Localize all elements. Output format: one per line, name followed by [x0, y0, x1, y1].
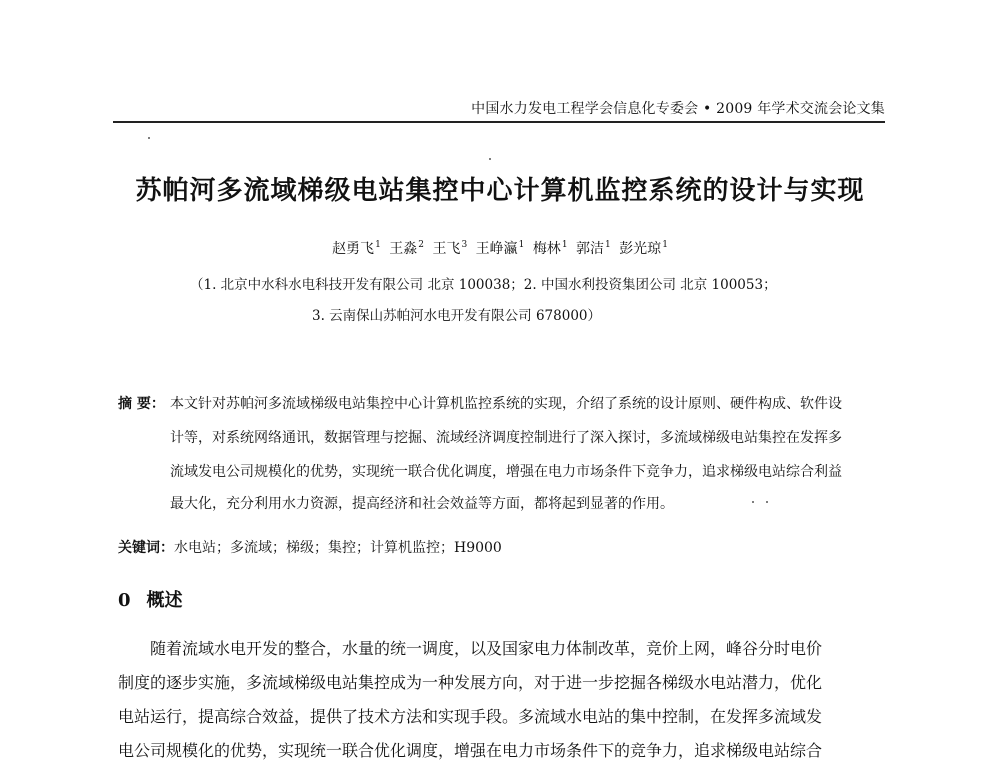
section-heading	[118, 586, 183, 612]
author: 彭光琼$^1$	[619, 240, 668, 257]
author: 赵勇飞$^1$	[332, 240, 381, 257]
affiliation-line: 3. 云南保山苏帕河水电开发有限公司 678000）	[312, 308, 601, 324]
abstract-line: 本文针对苏帕河多流域梯级电站集控中心计算机监控系统的实现，介绍了系统的设计原则、硬件构成、软件设	[170, 396, 842, 412]
scan-speck	[752, 501, 754, 503]
section-title: 概述	[146, 590, 183, 611]
author-list	[0, 238, 1000, 258]
scan-speck	[766, 501, 768, 503]
keywords-label: 关键词：	[118, 540, 174, 556]
author: 郭洁$^1$	[576, 240, 611, 257]
author: 王淼$^2$	[389, 240, 424, 257]
keywords	[118, 537, 502, 557]
header-rule	[113, 121, 885, 123]
section-number: 0	[118, 590, 131, 611]
paper-title: 苏帕河多流域梯级电站集控中心计算机监控系统的设计与实现	[135, 176, 865, 206]
keywords-text: 水电站；多流域；梯级；集控；计算机监控；H9000	[174, 540, 502, 556]
abstract-line: 计等，对系统网络通讯，数据管理与挖掘、流域经济调度控制进行了深入探讨，多流域梯级电站集控在发挥多	[170, 430, 842, 446]
body-line: 电公司规模化的优势，实现统一联合优化调度，增强在电力市场条件下的竞争力，追求梯级电站综合	[118, 741, 823, 760]
body-line: 电站运行，提高综合效益，提供了技术方法和实现手段。多流域水电站的集中控制，在发挥多流域发	[118, 707, 823, 726]
author: 王飞$^3$	[432, 240, 468, 257]
body-line: 随着流域水电开发的整合，水量的统一调度，以及国家电力体制改革，竞价上网，峰谷分时电价	[150, 639, 823, 658]
running-header: 中国水力发电工程学会信息化专委会 • 2009 年学术交流会论文集	[471, 101, 885, 117]
body-line: 制度的逐步实施，多流域梯级电站集控成为一种发展方向，对于进一步挖掘各梯级水电站潜力，优化	[118, 673, 823, 692]
author: 王峥瀛$^1$	[475, 240, 525, 257]
scan-speck	[489, 158, 491, 160]
abstract-line: 流域发电公司规模化的优势，实现统一联合优化调度，增强在电力市场条件下竞争力，追求梯级电站综合利益	[170, 464, 842, 480]
affiliation-line: （1. 北京中水科水电科技开发有限公司 北京 100038；2. 中国水利投资集团公司 北京 100053；	[190, 277, 777, 293]
scan-speck	[148, 137, 150, 139]
abstract-line: 最大化，充分利用水力资源，提高经济和社会效益等方面，都将起到显著的作用。	[170, 496, 674, 512]
author: 梅林$^1$	[532, 240, 568, 257]
abstract-label: 摘 要：	[118, 396, 165, 412]
